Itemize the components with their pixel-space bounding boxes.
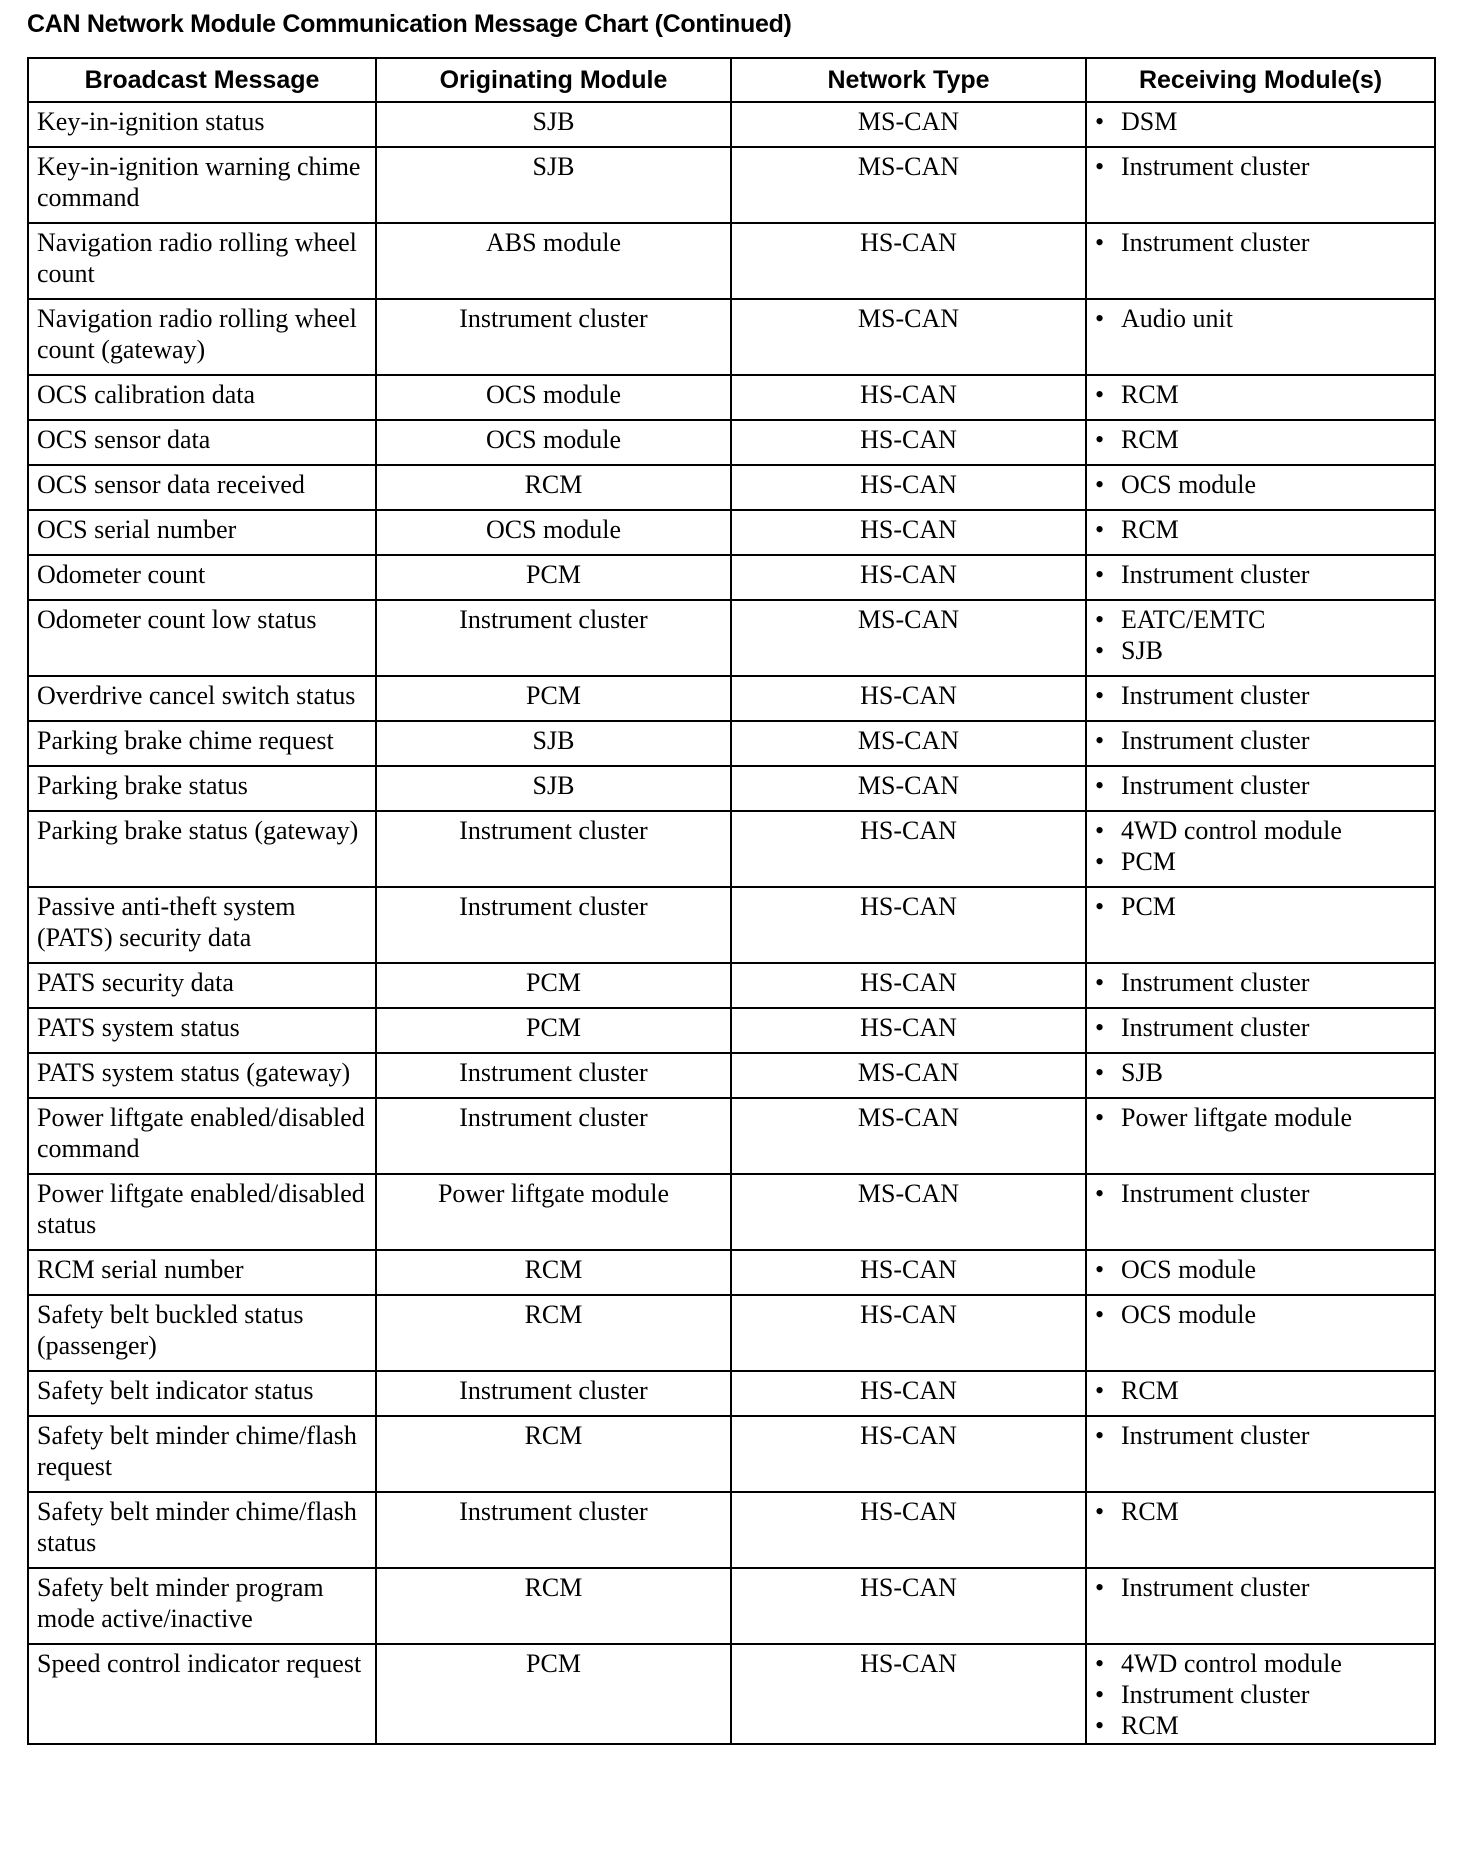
receiving-modules-cell [1086,1250,1435,1295]
broadcast-message-cell: Passive anti-theft system (PATS) security data [28,887,376,963]
receiving-modules-list [1095,891,1426,922]
receiving-modules-cell [1086,1492,1435,1568]
receiving-module-item: • Instrument cluster [1087,680,1426,711]
originating-module-cell: RCM [376,1568,731,1644]
broadcast-message-cell: Speed control indicator request [28,1644,376,1744]
originating-module-cell: Instrument cluster [376,1098,731,1174]
table-row [28,299,1435,375]
originating-module-cell: RCM [376,1250,731,1295]
message-chart-table [27,57,1436,1745]
network-type-cell: HS-CAN [731,1008,1086,1053]
broadcast-message-cell: Safety belt minder chime/flash status [28,1492,376,1568]
broadcast-message-cell: PATS system status [28,1008,376,1053]
receiving-module-item: • Instrument cluster [1087,1420,1426,1451]
receiving-module-item: • DSM [1087,106,1426,137]
receiving-modules-cell [1086,555,1435,600]
broadcast-message-cell: Overdrive cancel switch status [28,676,376,721]
originating-module-cell: Instrument cluster [376,811,731,887]
receiving-module-item: • Power liftgate module [1087,1102,1426,1133]
table-row [28,375,1435,420]
originating-module-cell: PCM [376,676,731,721]
table-row [28,510,1435,555]
receiving-module-item: • RCM [1087,514,1426,545]
network-type-cell: HS-CAN [731,1371,1086,1416]
receiving-modules-cell [1086,1008,1435,1053]
receiving-modules-list [1095,469,1426,500]
broadcast-message-cell: Odometer count low status [28,600,376,676]
broadcast-message-cell: Parking brake status (gateway) [28,811,376,887]
table-row [28,1568,1435,1644]
network-type-cell: HS-CAN [731,420,1086,465]
network-type-cell: MS-CAN [731,102,1086,147]
table-row [28,1174,1435,1250]
originating-module-cell: RCM [376,465,731,510]
receiving-modules-list [1095,1102,1426,1133]
receiving-modules-cell [1086,102,1435,147]
receiving-module-item: • Instrument cluster [1087,151,1426,182]
originating-module-cell: Instrument cluster [376,887,731,963]
network-type-cell: HS-CAN [731,1250,1086,1295]
receiving-modules-cell [1086,299,1435,375]
broadcast-message-cell: RCM serial number [28,1250,376,1295]
receiving-modules-list [1095,1420,1426,1451]
receiving-modules-list [1095,1178,1426,1209]
broadcast-message-cell: Power liftgate enabled/disabled command [28,1098,376,1174]
receiving-module-item: • Instrument cluster [1087,1012,1426,1043]
network-type-cell: MS-CAN [731,1174,1086,1250]
receiving-modules-list [1095,967,1426,998]
table-row [28,1371,1435,1416]
originating-module-cell: PCM [376,1008,731,1053]
broadcast-message-cell: OCS sensor data received [28,465,376,510]
receiving-module-item: • Instrument cluster [1087,559,1426,590]
table-row [28,1053,1435,1098]
receiving-module-item: • OCS module [1087,469,1426,500]
originating-module-cell: OCS module [376,420,731,465]
broadcast-message-cell: OCS sensor data [28,420,376,465]
network-type-cell: HS-CAN [731,811,1086,887]
receiving-modules-list [1095,1375,1426,1406]
receiving-modules-list [1095,1572,1426,1603]
originating-module-cell: PCM [376,555,731,600]
table-row [28,1492,1435,1568]
network-type-cell: HS-CAN [731,963,1086,1008]
receiving-module-item: • Instrument cluster [1087,770,1426,801]
receiving-modules-list [1095,1057,1426,1088]
receiving-module-item: • RCM [1087,1375,1426,1406]
receiving-modules-list [1095,680,1426,711]
network-type-cell: MS-CAN [731,721,1086,766]
table-row [28,555,1435,600]
receiving-module-item: • SJB [1087,635,1426,666]
table-row [28,676,1435,721]
receiving-modules-cell [1086,465,1435,510]
originating-module-cell: Instrument cluster [376,1053,731,1098]
receiving-modules-cell [1086,1568,1435,1644]
table-row [28,1250,1435,1295]
receiving-module-item: • Instrument cluster [1087,725,1426,756]
receiving-module-item: • OCS module [1087,1254,1426,1285]
broadcast-message-cell: Key-in-ignition warning chime command [28,147,376,223]
network-type-cell: HS-CAN [731,1416,1086,1492]
originating-module-cell: Instrument cluster [376,1371,731,1416]
receiving-module-item: • Instrument cluster [1087,1679,1426,1710]
receiving-module-item: • RCM [1087,379,1426,410]
receiving-modules-cell [1086,510,1435,555]
network-type-cell: HS-CAN [731,555,1086,600]
receiving-modules-list [1095,1648,1426,1741]
originating-module-cell: Power liftgate module [376,1174,731,1250]
network-type-cell: HS-CAN [731,510,1086,555]
table-row [28,811,1435,887]
receiving-module-item: • PCM [1087,891,1426,922]
network-type-cell: HS-CAN [731,1568,1086,1644]
network-type-cell: HS-CAN [731,887,1086,963]
receiving-module-item: • Audio unit [1087,303,1426,334]
receiving-modules-list [1095,1299,1426,1330]
table-row [28,465,1435,510]
column-header-receiving-modules: Receiving Module(s) [1086,58,1435,102]
receiving-modules-cell [1086,375,1435,420]
receiving-modules-cell [1086,223,1435,299]
table-row [28,600,1435,676]
table-row [28,766,1435,811]
originating-module-cell: OCS module [376,510,731,555]
broadcast-message-cell: Parking brake status [28,766,376,811]
receiving-modules-list [1095,424,1426,455]
network-type-cell: HS-CAN [731,223,1086,299]
receiving-modules-cell [1086,1098,1435,1174]
table-row [28,147,1435,223]
receiving-modules-cell [1086,1644,1435,1744]
receiving-modules-list [1095,770,1426,801]
originating-module-cell: ABS module [376,223,731,299]
receiving-modules-cell [1086,1371,1435,1416]
broadcast-message-cell: PATS security data [28,963,376,1008]
receiving-modules-list [1095,303,1426,334]
receiving-modules-cell [1086,811,1435,887]
broadcast-message-cell: Key-in-ignition status [28,102,376,147]
table-row [28,887,1435,963]
receiving-modules-list [1095,514,1426,545]
network-type-cell: HS-CAN [731,1644,1086,1744]
receiving-module-item: • Instrument cluster [1087,1178,1426,1209]
network-type-cell: HS-CAN [731,676,1086,721]
network-type-cell: MS-CAN [731,1053,1086,1098]
table-row [28,102,1435,147]
table-row [28,1008,1435,1053]
receiving-modules-cell [1086,420,1435,465]
network-type-cell: MS-CAN [731,147,1086,223]
receiving-modules-list [1095,1012,1426,1043]
receiving-modules-cell [1086,1174,1435,1250]
receiving-modules-list [1095,1496,1426,1527]
originating-module-cell: RCM [376,1295,731,1371]
broadcast-message-cell: OCS calibration data [28,375,376,420]
broadcast-message-cell: OCS serial number [28,510,376,555]
network-type-cell: HS-CAN [731,465,1086,510]
receiving-module-item: • OCS module [1087,1299,1426,1330]
receiving-modules-cell [1086,766,1435,811]
receiving-module-item: • Instrument cluster [1087,967,1426,998]
receiving-modules-cell [1086,1295,1435,1371]
originating-module-cell: SJB [376,147,731,223]
originating-module-cell: SJB [376,766,731,811]
originating-module-cell: Instrument cluster [376,600,731,676]
receiving-modules-list [1095,725,1426,756]
network-type-cell: HS-CAN [731,375,1086,420]
table-row [28,223,1435,299]
receiving-modules-cell [1086,600,1435,676]
network-type-cell: MS-CAN [731,766,1086,811]
broadcast-message-cell: Navigation radio rolling wheel count [28,223,376,299]
receiving-module-item: • PCM [1087,846,1426,877]
receiving-modules-list [1095,559,1426,590]
table-row [28,420,1435,465]
broadcast-message-cell: Parking brake chime request [28,721,376,766]
table-header-row [28,58,1435,102]
receiving-module-item: • Instrument cluster [1087,227,1426,258]
receiving-modules-list [1095,151,1426,182]
table-row [28,963,1435,1008]
broadcast-message-cell: Safety belt minder program mode active/inactive [28,1568,376,1644]
network-type-cell: HS-CAN [731,1492,1086,1568]
originating-module-cell: OCS module [376,375,731,420]
broadcast-message-cell: Navigation radio rolling wheel count (gateway) [28,299,376,375]
broadcast-message-cell: Power liftgate enabled/disabled status [28,1174,376,1250]
receiving-modules-cell [1086,147,1435,223]
table-row [28,721,1435,766]
table-row [28,1416,1435,1492]
receiving-modules-cell [1086,963,1435,1008]
column-header-broadcast-message: Broadcast Message [28,58,376,102]
receiving-module-item: • EATC/EMTC [1087,604,1426,635]
broadcast-message-cell: Odometer count [28,555,376,600]
receiving-modules-list [1095,815,1426,877]
receiving-modules-cell [1086,1416,1435,1492]
receiving-module-item: • 4WD control module [1087,1648,1426,1679]
originating-module-cell: PCM [376,1644,731,1744]
broadcast-message-cell: Safety belt buckled status (passenger) [28,1295,376,1371]
page-title: CAN Network Module Communication Message Chart (Continued) [27,10,792,38]
originating-module-cell: PCM [376,963,731,1008]
receiving-modules-list [1095,106,1426,137]
column-header-originating-module: Originating Module [376,58,731,102]
receiving-modules-list [1095,1254,1426,1285]
receiving-modules-list [1095,604,1426,666]
receiving-modules-cell [1086,1053,1435,1098]
table-row [28,1644,1435,1744]
receiving-modules-cell [1086,887,1435,963]
receiving-modules-list [1095,227,1426,258]
receiving-module-item: • RCM [1087,1496,1426,1527]
receiving-module-item: • 4WD control module [1087,815,1426,846]
originating-module-cell: SJB [376,102,731,147]
broadcast-message-cell: Safety belt minder chime/flash request [28,1416,376,1492]
originating-module-cell: Instrument cluster [376,299,731,375]
column-header-network-type: Network Type [731,58,1086,102]
broadcast-message-cell: PATS system status (gateway) [28,1053,376,1098]
receiving-module-item: • RCM [1087,424,1426,455]
receiving-modules-cell [1086,676,1435,721]
network-type-cell: MS-CAN [731,600,1086,676]
table-row [28,1098,1435,1174]
receiving-modules-list [1095,379,1426,410]
receiving-modules-cell [1086,721,1435,766]
receiving-module-item: • RCM [1087,1710,1426,1741]
originating-module-cell: Instrument cluster [376,1492,731,1568]
originating-module-cell: RCM [376,1416,731,1492]
receiving-module-item: • Instrument cluster [1087,1572,1426,1603]
network-type-cell: MS-CAN [731,1098,1086,1174]
receiving-module-item: • SJB [1087,1057,1426,1088]
broadcast-message-cell: Safety belt indicator status [28,1371,376,1416]
network-type-cell: HS-CAN [731,1295,1086,1371]
network-type-cell: MS-CAN [731,299,1086,375]
table-row [28,1295,1435,1371]
originating-module-cell: SJB [376,721,731,766]
